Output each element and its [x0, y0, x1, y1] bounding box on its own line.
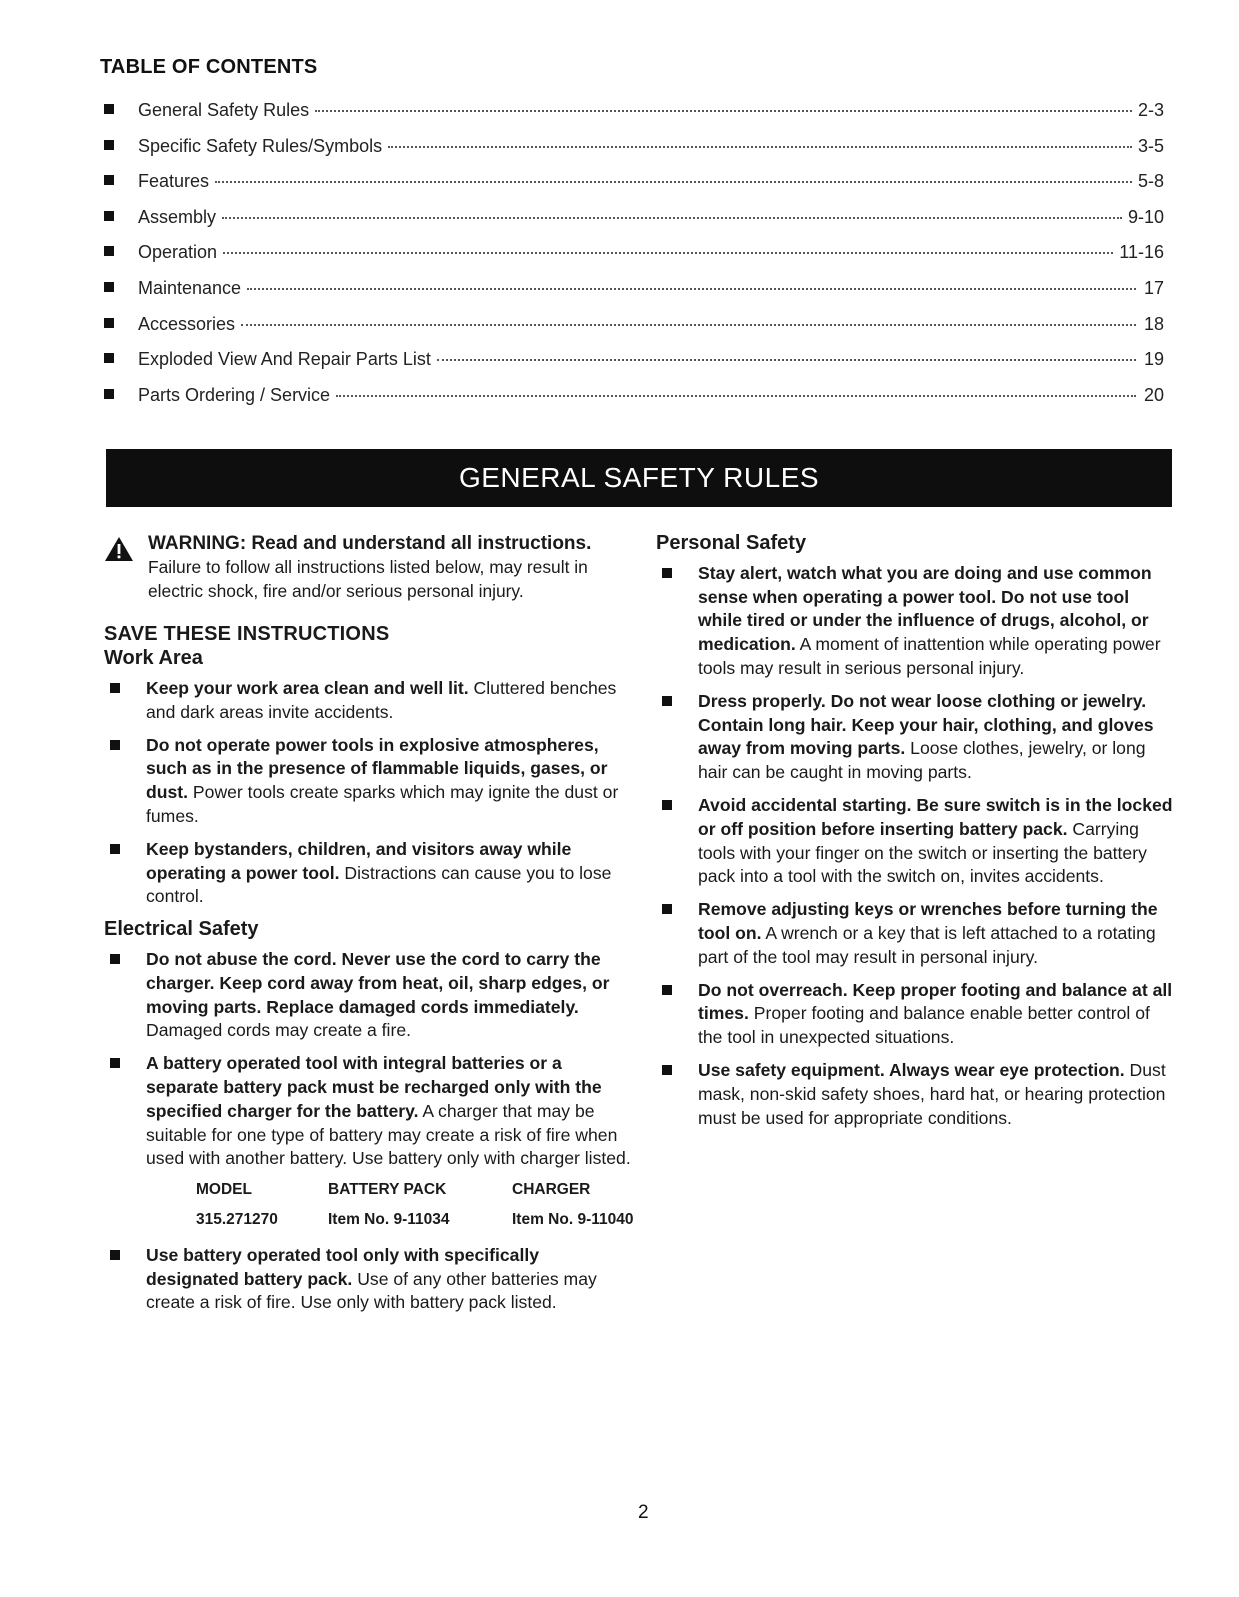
toc-item-page: 3-5 [1137, 135, 1164, 156]
toc-item-label: Features [138, 171, 210, 192]
work-area-list [104, 677, 634, 909]
toc-item [104, 278, 1164, 314]
table-cell: Item No. 9-11034 [328, 1210, 450, 1228]
dot-leader [222, 217, 1122, 219]
warning-triangle-icon [104, 536, 134, 562]
right-column [656, 532, 1176, 1139]
table-header-cell: MODEL [196, 1181, 252, 1199]
rule-bold-text: Keep your work area clean and well lit. [146, 677, 469, 698]
page-number: 2 [638, 1502, 649, 1523]
rule-text: Cluttered benches and dark areas invite accidents. [146, 677, 617, 722]
electrical-safety-heading: Electrical Safety [104, 918, 259, 941]
rule-text: Dust mask, non-skid safety shoes, hard hat, or hearing protection must be used for appropriate conditions. [698, 1059, 1166, 1128]
list-item [104, 1052, 634, 1235]
dot-leader [215, 181, 1132, 183]
list-item [656, 1059, 1176, 1130]
rule-text: Distractions can cause you to lose control. [146, 862, 612, 907]
personal-safety-list [656, 562, 1176, 1131]
rule-text: Damaged cords may create a fire. [146, 1020, 411, 1041]
dot-leader [336, 395, 1136, 397]
list-item [104, 948, 634, 1043]
toc-list [104, 100, 1164, 420]
toc-item-label: Parts Ordering / Service [138, 384, 331, 405]
rule-bold-text: Dress properly. Do not wear loose clothing or jewelry. Contain long hair. Keep your hair, clothing, and gloves away from moving parts. [698, 690, 1154, 759]
square-bullet-icon [662, 904, 672, 914]
list-item [104, 1244, 634, 1315]
square-bullet-icon [104, 175, 114, 185]
rule-bold-text: Keep bystanders, children, and visitors away while operating a power tool. [146, 838, 572, 883]
rule-bold-text: Remove adjusting keys or wrenches before turning the tool on. [698, 899, 1158, 943]
toc-item-label: Accessories [138, 313, 236, 334]
electrical-safety-list [104, 948, 634, 1315]
toc-item-label: Maintenance [138, 277, 242, 298]
rule-text: A charger that may be suitable for one type of battery may create a risk of fire when used with another battery. Use battery only with charger listed. [146, 1100, 631, 1169]
dot-leader [315, 110, 1132, 112]
toc-item-page: 20 [1143, 384, 1164, 405]
toc-item-page: 11-16 [1119, 242, 1164, 263]
square-bullet-icon [662, 1065, 672, 1075]
rule-text: A moment of inattention while operating power tools may result in serious personal injury. [698, 634, 1161, 678]
toc-item-page: 19 [1143, 349, 1164, 370]
table-header-cell: BATTERY PACK [328, 1181, 447, 1199]
warning-body: Failure to follow all instructions listed below, may result in electric shock, fire and/or serious personal injury. [148, 556, 588, 601]
rule-bold-text: Use safety equipment. Always wear eye protection. [698, 1059, 1125, 1080]
toc-title: TABLE OF CONTENTS [100, 56, 318, 78]
list-item [656, 690, 1176, 785]
list-item [656, 898, 1176, 969]
square-bullet-icon [110, 740, 120, 750]
square-bullet-icon [104, 140, 114, 150]
dot-leader [437, 359, 1136, 361]
square-bullet-icon [104, 211, 114, 221]
square-bullet-icon [662, 800, 672, 810]
toc-item [104, 314, 1164, 350]
square-bullet-icon [110, 1250, 120, 1260]
toc-item-page: 9-10 [1127, 206, 1164, 227]
toc-item-label: Specific Safety Rules/Symbols [138, 135, 383, 156]
warning-heading: WARNING: Read and understand all instructions. [148, 533, 592, 554]
square-bullet-icon [110, 683, 120, 693]
square-bullet-icon [104, 389, 114, 399]
rule-bold-text: Do not operate power tools in explosive atmospheres, such as in the presence of flammable liquids, gases, or dust. [146, 734, 608, 803]
square-bullet-icon [104, 318, 114, 328]
toc-item-label: Operation [138, 242, 218, 263]
table-cell: 315.271270 [196, 1210, 278, 1228]
rule-text: Power tools create sparks which may ignite the dust or fumes. [146, 782, 619, 826]
rule-bold-text: Stay alert, watch what you are doing and use common sense when operating a power tool. Do not use tool while tired or under the influence of drugs, alcohol, or medication. [698, 562, 1152, 655]
table-cell: Item No. 9-11040 [512, 1210, 634, 1228]
square-bullet-icon [662, 568, 672, 578]
square-bullet-icon [110, 844, 120, 854]
rule-bold-text: Do not abuse the cord. Never use the cord to carry the charger. Keep cord away from heat, oil, sharp edges, or moving parts. Replace damaged cords immediately. [146, 948, 610, 1017]
square-bullet-icon [662, 985, 672, 995]
list-item [104, 677, 634, 725]
square-bullet-icon [104, 353, 114, 363]
work-area-heading: Work Area [104, 647, 203, 670]
rule-text: Use of any other batteries may create a risk of fire. Use only with battery pack listed. [146, 1268, 597, 1313]
rule-bold-text: Use battery operated tool only with specifically designated battery pack. [146, 1244, 540, 1289]
square-bullet-icon [110, 1058, 120, 1068]
dot-leader [241, 324, 1136, 326]
square-bullet-icon [104, 104, 114, 114]
rule-text: A wrench or a key that is left attached to a rotating part of the tool may result in personal injury. [698, 922, 1156, 967]
rule-text: Carrying tools with your finger on the switch or inserting the battery pack into a tool with the switch on, invites accidents. [698, 818, 1147, 887]
list-item [104, 838, 634, 909]
dot-leader [388, 146, 1132, 148]
rule-text: Loose clothes, jewelry, or long hair can be caught in moving parts. [698, 738, 1146, 783]
toc-item [104, 136, 1164, 172]
toc-item-label: General Safety Rules [138, 100, 310, 120]
rule-bold-text: Avoid accidental starting. Be sure switch is in the locked or off position before inserting battery pack. [698, 794, 1173, 839]
table-row [196, 1205, 633, 1235]
list-item [104, 734, 634, 829]
rule-text: Proper footing and balance enable better control of the tool in unexpected situations. [698, 1003, 1150, 1048]
model-table [196, 1175, 633, 1235]
toc-item-page: 17 [1143, 277, 1164, 298]
warning-block [104, 532, 634, 603]
personal-safety-heading: Personal Safety [656, 532, 807, 554]
toc-item [104, 349, 1164, 385]
list-item [656, 794, 1176, 889]
section-banner [106, 449, 1172, 507]
list-item [656, 562, 1176, 681]
rule-bold-text: Do not overreach. Keep proper footing and balance at all times. [698, 979, 1173, 1024]
toc-item-label: Exploded View And Repair Parts List [138, 349, 431, 370]
square-bullet-icon [110, 954, 120, 964]
dot-leader [223, 252, 1113, 254]
save-instructions-heading: SAVE THESE INSTRUCTIONS [104, 623, 390, 646]
toc-item [104, 207, 1164, 243]
square-bullet-icon [662, 696, 672, 706]
square-bullet-icon [104, 246, 114, 256]
dot-leader [247, 288, 1136, 290]
table-header-cell: CHARGER [512, 1181, 591, 1199]
toc-item-page: 18 [1143, 313, 1164, 334]
toc-item-page: 2-3 [1137, 100, 1164, 120]
list-item [656, 979, 1176, 1050]
toc-item-page: 5-8 [1137, 171, 1164, 192]
banner-title: GENERAL SAFETY RULES [458, 462, 820, 493]
toc-item [104, 385, 1164, 421]
toc-item [104, 100, 1164, 136]
toc-item-label: Assembly [138, 206, 217, 227]
toc-item [104, 171, 1164, 207]
rule-bold-text: A battery operated tool with integral batteries or a separate battery pack must be recharged only with the specified charger for the battery. [146, 1053, 602, 1121]
table-header-row [196, 1175, 633, 1205]
left-column [104, 532, 634, 1324]
square-bullet-icon [104, 282, 114, 292]
toc-item [104, 242, 1164, 278]
